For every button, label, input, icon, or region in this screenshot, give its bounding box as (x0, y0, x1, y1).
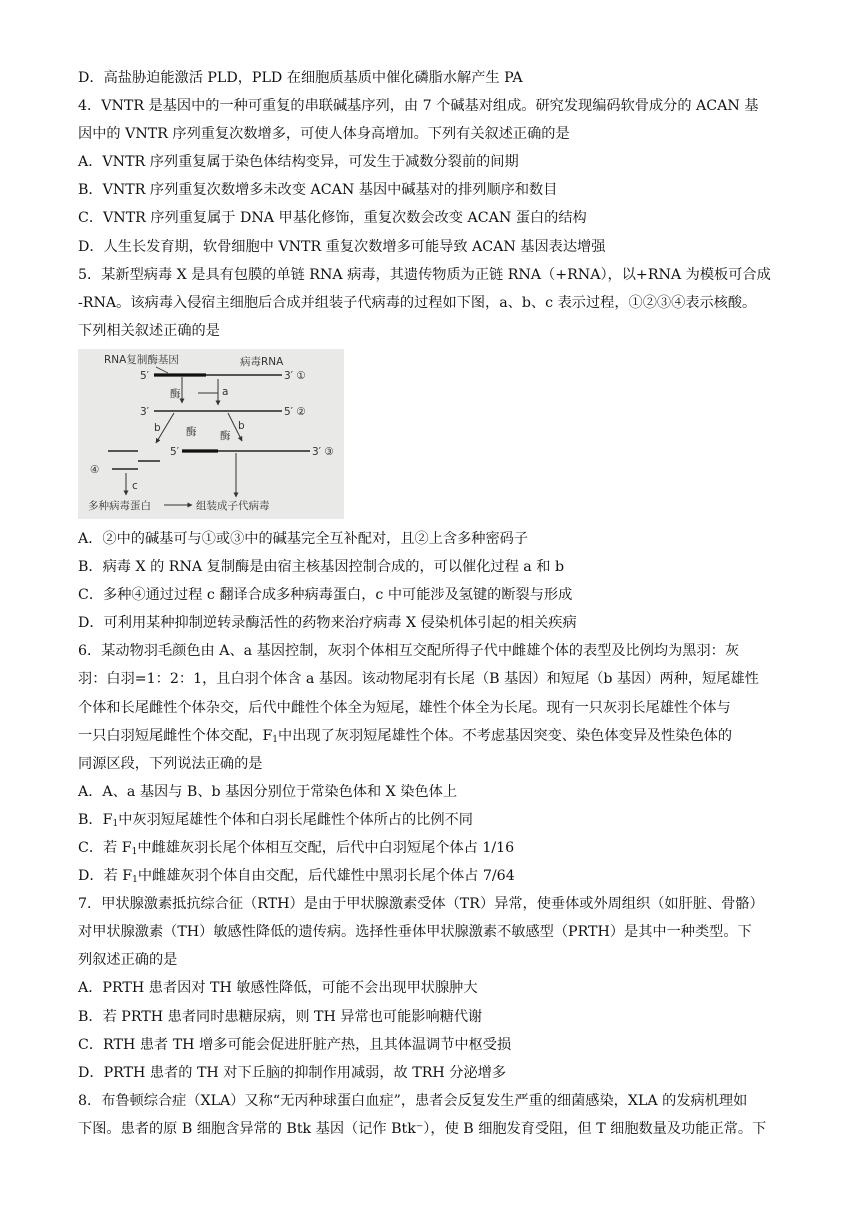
q6-d-pre: D．若 F (78, 868, 133, 885)
exam-page (78, 64, 790, 1143)
strand3-5prime: 5′ (170, 445, 180, 458)
q7-option-d: D．PRTH 患者的 TH 对下丘脑的抑制作用减弱，故 TRH 分泌增多 (78, 1064, 507, 1081)
q7-option-b: B．若 PRTH 患者同时患糖尿病，则 TH 异常也可能影响糖代谢 (78, 1008, 483, 1025)
q4-stem-line2: 因中的 VNTR 序列重复次数增多，可使人体身高增加。下列有关叙述正确的是 (78, 126, 570, 143)
process-c-label: c (132, 479, 138, 492)
q6-d-sub: 1 (132, 875, 138, 886)
q7-option-a: A．PRTH 患者因对 TH 敏感性降低，可能不会出现甲状腺肿大 (78, 980, 478, 997)
q5-option-c: C．多种④通过过程 c 翻译合成多种病毒蛋白，c 中可能涉及氢键的断裂与形成 (78, 587, 573, 604)
process-b-label-2: b (238, 419, 245, 432)
q5-option-a: A．②中的碱基可与①或③中的碱基完全互补配对，且②上含多种密码子 (78, 530, 529, 547)
q4-option-a: A．VNTR 序列重复属于染色体结构变异，可发生于减数分裂前的间期 (78, 154, 519, 171)
q6-d-post: 中雌雄灰羽个体自由交配，后代雄性中黑羽长尾个体占 7/64 (137, 868, 515, 885)
q6-stem-line2: 羽：白羽=1：2：1，且白羽个体含 a 基因。该动物尾羽有长尾（B 基因）和短尾（b 基因）两种，短尾雄性 (78, 671, 759, 688)
q6-stem-line1: 6．某动物羽毛颜色由 A、a 基因控制，灰羽个体相互交配所得子代中雌雄个体的表型及比例均为黑羽：灰 (78, 643, 740, 660)
q4-option-c: C．VNTR 序列重复属于 DNA 甲基化修饰，重复次数会改变 ACAN 蛋白的结构 (78, 210, 587, 227)
q6-c-post: 中雌雄灰羽长尾个体相互交配，后代中白羽短尾个体占 1/16 (137, 839, 515, 856)
q7-stem-line1: 7．甲状腺激素抵抗综合征（RTH）是由于甲状腺激素受体（TR）异常，使垂体或外周组织（如肝脏、骨骼） (78, 896, 764, 913)
strand2-3prime: 3′ (140, 405, 150, 418)
rna-replicase-gene-label: RNA复制酶基因 (104, 353, 179, 366)
strand1-3prime: 3′ ① (284, 369, 306, 382)
proteins-label: 多种病毒蛋白 (88, 499, 151, 512)
q6-option-b (78, 806, 790, 834)
q3-option-d: D．高盐胁迫能激活 PLD，PLD 在细胞质基质中催化磷脂水解产生 PA (78, 70, 523, 86)
q6-b-sub: 1 (112, 818, 119, 829)
q7-stem-line3: 列叙述正确的是 (78, 952, 178, 969)
process-a-label: a (222, 385, 229, 398)
q6-stem-line5: 同源区段，下列说法正确的是 (78, 755, 263, 772)
q8-stem-line1: 8．布鲁顿综合症（XLA）又称“无丙种球蛋白血症”，患者会反复发生严重的细菌感染，XLA 的发病机理如 (78, 1092, 748, 1109)
diagram-svg (78, 349, 344, 519)
q5-option-b: B．病毒 X 的 RNA 复制酶是由宿主核基因控制合成的，可以催化过程 a 和 b (78, 559, 565, 576)
q6-b-pre: B．F (78, 811, 113, 828)
q4-option-d: D．人生长发育期，软骨细胞中 VNTR 重复次数增多可能导致 ACAN 基因表达增强 (78, 238, 606, 255)
strand1-5prime: 5′ (140, 369, 150, 382)
q6-option-a: A．A、a 基因与 B、b 基因分别位于常染色体和 X 染色体上 (78, 783, 458, 800)
enzyme-label-3: 酶 (220, 429, 231, 442)
q6-line4-post: 中出现了灰羽短尾雄性个体。不考虑基因突变、染色体变异及性染色体的 (278, 727, 733, 744)
gene-pointer (156, 367, 168, 373)
process-b-label-1: b (154, 421, 161, 434)
enzyme-label-2: 酶 (186, 425, 197, 438)
strand2-5prime: 5′ ② (284, 405, 306, 418)
q5-option-d: D．可利用某种抑制逆转录酶活性的药物来治疗病毒 X 侵染机体引起的相关疾病 (78, 615, 577, 632)
q5-stem-line1: 5．某新型病毒 X 是具有包膜的单链 RNA 病毒，其遗传物质为正链 RNA（+RNA），以+RNA 为模板可合成 (78, 266, 771, 283)
q6-option-c (78, 834, 790, 862)
q6-stem-line4 (78, 722, 790, 750)
nucleic-acid-4-label: ④ (90, 463, 100, 476)
assemble-label: 组装成子代病毒 (196, 499, 270, 512)
q6-c-sub: 1 (131, 846, 138, 857)
q6-line4-sub: 1 (272, 734, 279, 745)
q7-stem-line2: 对甲状腺激素（TH）敏感性降低的遗传病。选择性垂体甲状腺激素不敏感型（PRTH）是其中一种类型。下 (78, 924, 752, 941)
strand3-3prime: 3′ ③ (312, 445, 334, 458)
virus-replication-diagram (78, 349, 344, 519)
q4-stem-line1: 4．VNTR 是基因中的一种可重复的串联碱基序列，由 7 个碱基对组成。研究发现编码软骨成分的 ACAN 基 (78, 98, 759, 115)
q6-stem-line3: 个体和长尾雌性个体杂交，后代中雌性个体全为短尾，雄性个体全为长尾。现有一只灰羽长尾雄性个体与 (78, 699, 731, 716)
q6-b-post: 中灰羽短尾雄性个体和白羽长尾雌性个体所占的比例不同 (118, 811, 473, 828)
q6-option-d (78, 862, 790, 890)
q7-option-c: C．RTH 患者 TH 增多可能会促进肝脏产热，且其体温调节中枢受损 (78, 1036, 512, 1053)
q6-c-pre: C．若 F (78, 839, 132, 856)
q8-stem-line2: 下图。患者的原 B 细胞含异常的 Btk 基因（记作 Btk⁻），使 B 细胞发育受阻，但 T 细胞数量及功能正常。下 (78, 1120, 767, 1137)
enzyme-label-1: 酶 (170, 387, 181, 400)
viral-rna-label: 病毒RNA (240, 355, 284, 368)
q4-option-b: B．VNTR 序列重复次数增多未改变 ACAN 基因中碱基对的排列顺序和数目 (78, 182, 558, 199)
q5-stem-line2: -RNA。该病毒入侵宿主细胞后合成并组装子代病毒的过程如下图，a、b、c 表示过程，①②③④表示核酸。 (78, 294, 757, 311)
q6-line4-pre: 一只白羽短尾雌性个体交配，F (78, 727, 273, 744)
q5-stem-line3: 下列相关叙述正确的是 (78, 322, 220, 339)
